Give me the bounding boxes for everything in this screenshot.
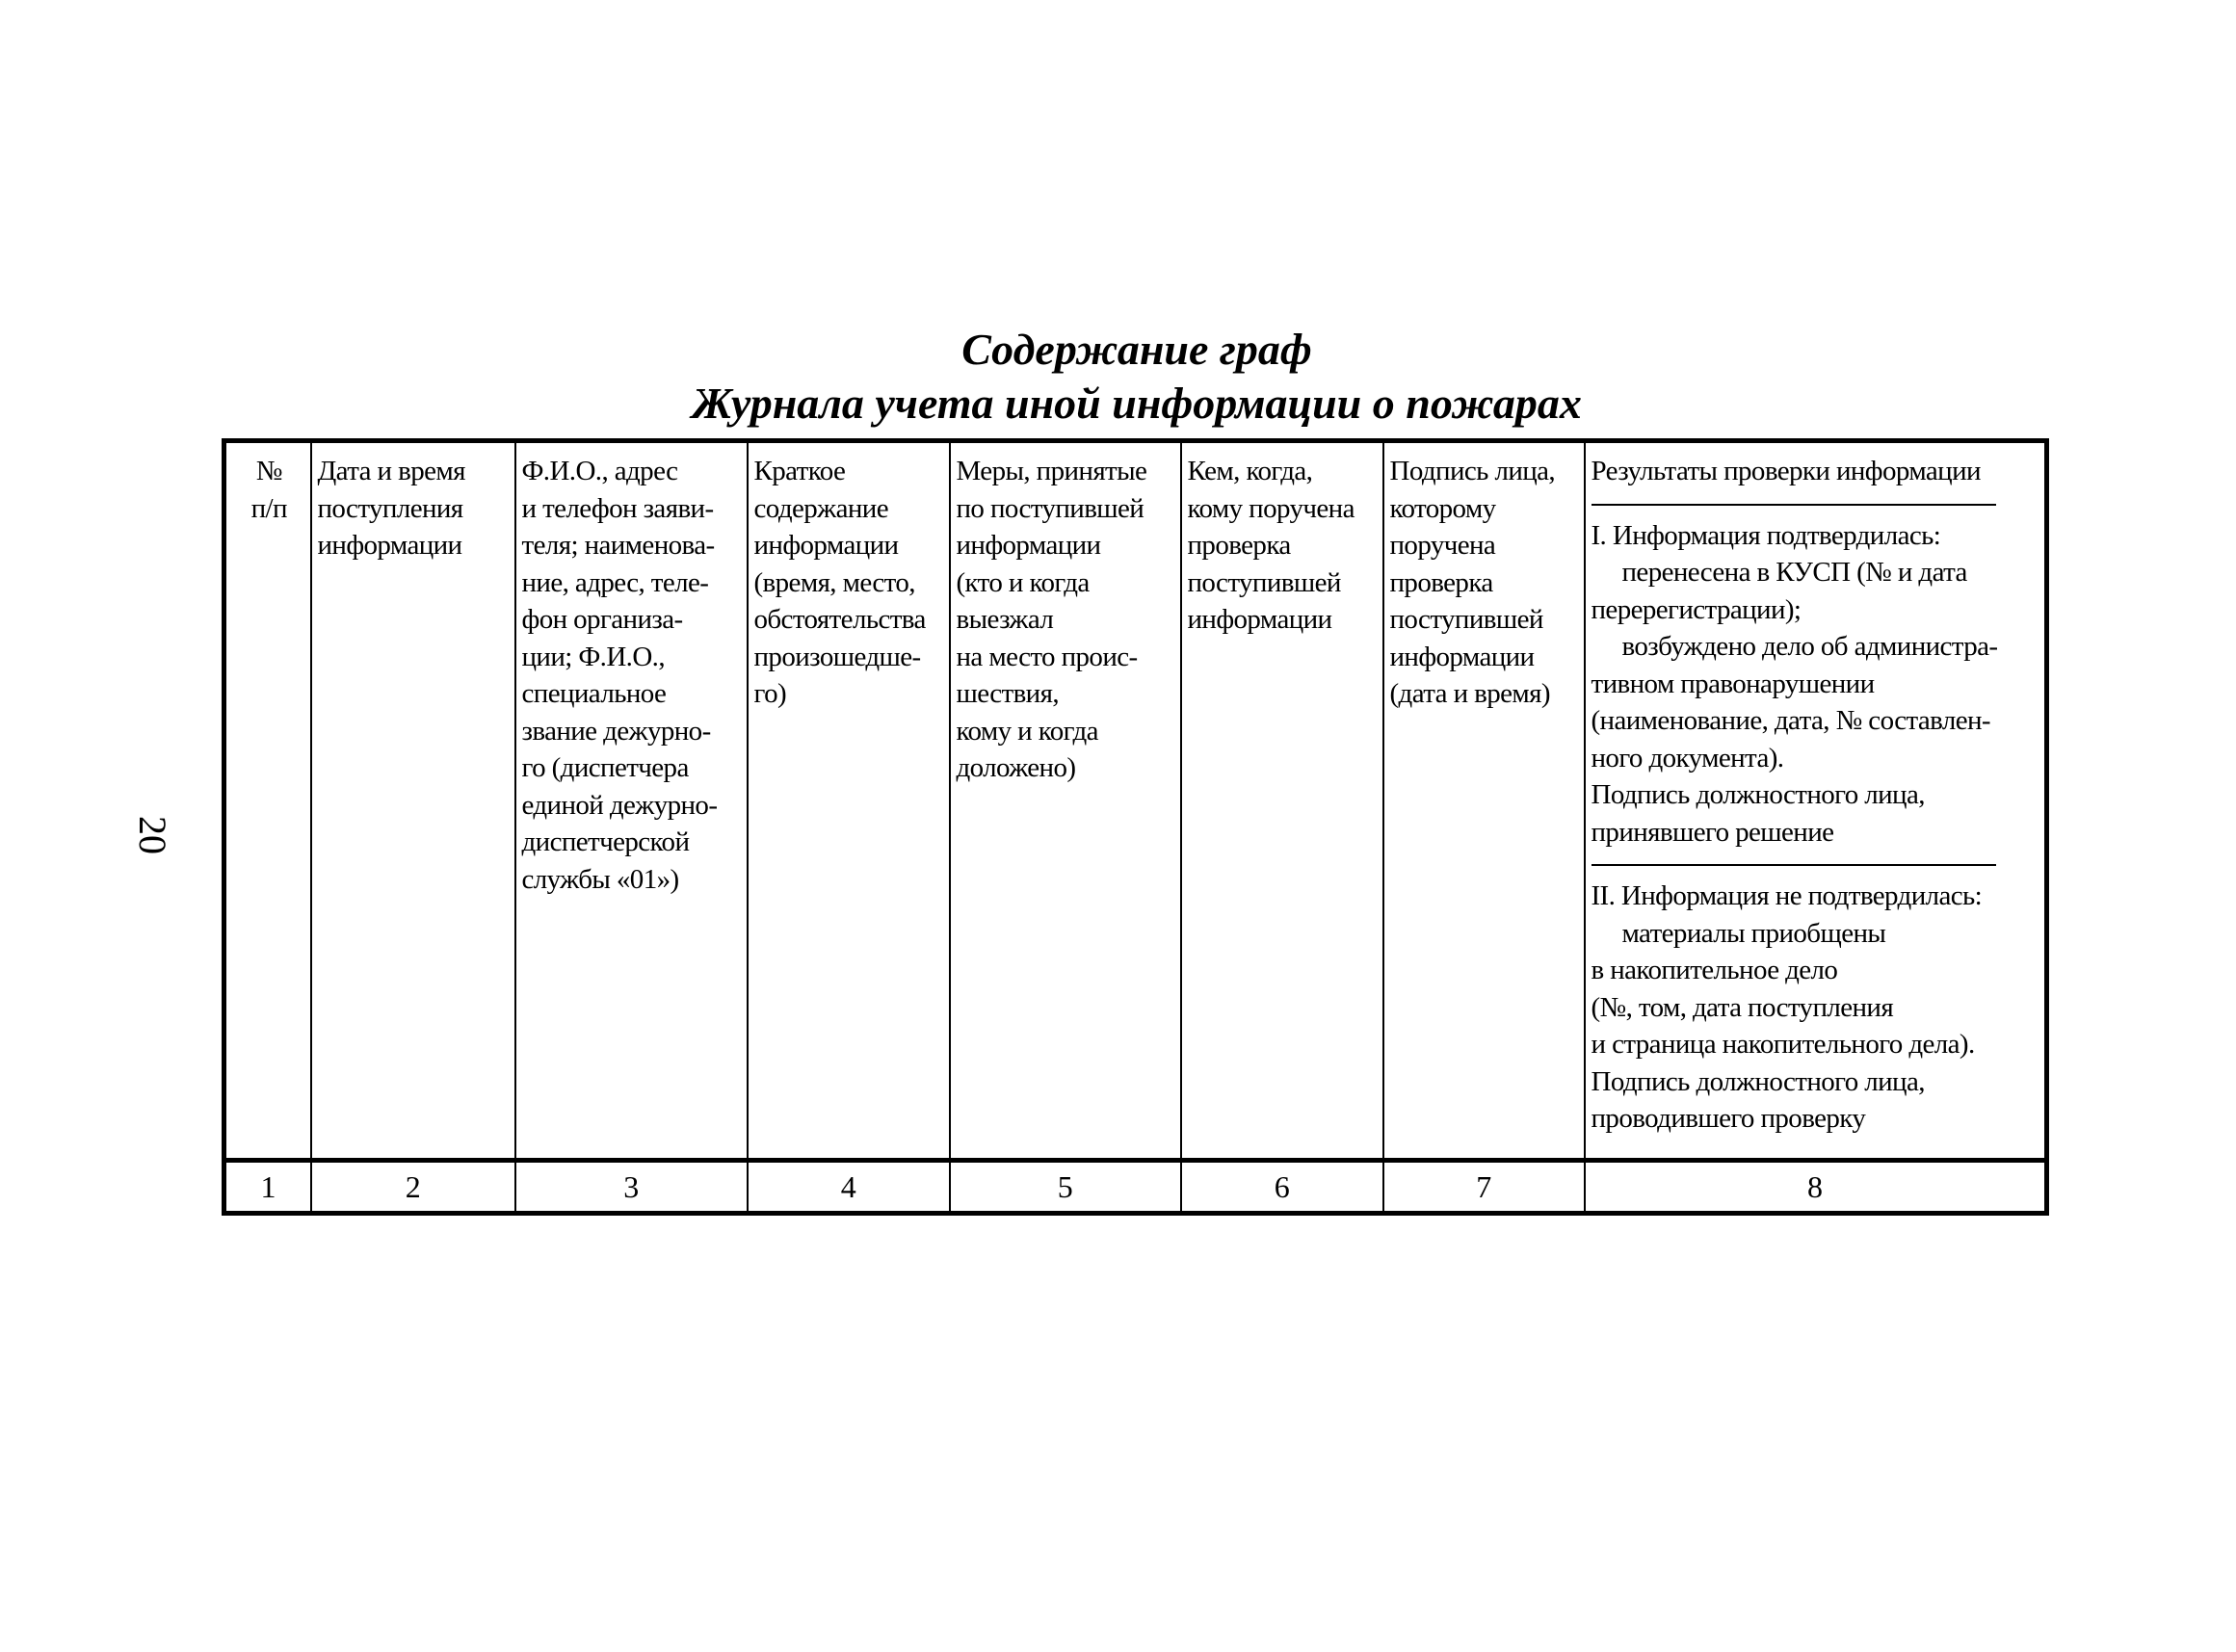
header-line: информации	[317, 530, 462, 561]
title-line-2: Журнала учета иной информации о пожарах	[692, 379, 1582, 428]
results-line: принявшего решение	[1591, 816, 1834, 848]
results-heading: Результаты проверки информации	[1591, 456, 1981, 486]
header-line: доложено)	[956, 752, 1076, 783]
header-line: выезжал	[956, 604, 1054, 635]
header-line: Кем, когда,	[1187, 456, 1313, 486]
header-line: кому поручена	[1187, 492, 1355, 524]
column-number: 7	[1383, 1161, 1585, 1214]
header-line: Краткое	[753, 456, 846, 486]
header-cell-assigned	[1181, 441, 1383, 1161]
header-line: службы «01»)	[521, 863, 679, 895]
header-line: информации	[753, 530, 899, 561]
results-line: в накопительное дело	[1591, 955, 1838, 985]
column-number: 8	[1585, 1161, 2047, 1214]
header-line: проверка	[1187, 530, 1291, 561]
header-line: информации	[956, 530, 1101, 561]
column-number-row	[224, 1161, 2047, 1214]
header-line: Дата и время	[317, 456, 465, 486]
header-line: на место проис-	[956, 641, 1138, 672]
header-line: (время, место,	[753, 566, 915, 598]
column-number: 6	[1181, 1161, 1383, 1214]
results-line: проводившего проверку	[1591, 1103, 1866, 1134]
results-line: перенесена в КУСП (№ и дата	[1621, 557, 1967, 588]
header-line: Меры, принятые	[956, 456, 1147, 486]
header-row	[224, 441, 2047, 1161]
header-line: теля; наименова-	[521, 530, 715, 561]
header-line: ние, адрес, теле-	[521, 566, 709, 598]
header-line: шествия,	[956, 678, 1059, 709]
header-cell-summary	[748, 441, 950, 1161]
header-line: №	[255, 456, 282, 486]
header-line: проверка	[1389, 566, 1493, 598]
header-line: специальное	[521, 678, 667, 709]
results-line: Подпись должностного лица,	[1591, 1065, 1925, 1097]
header-line: п/п	[250, 492, 287, 524]
column-number: 1	[224, 1161, 311, 1214]
header-line: диспетчерской	[521, 826, 690, 857]
header-line: обстоятельства	[753, 604, 926, 635]
journal-columns-table	[222, 438, 2049, 1216]
header-line: содержание	[753, 492, 888, 524]
header-cell-results	[1585, 441, 2047, 1161]
column-number: 5	[950, 1161, 1181, 1214]
header-cell-number	[224, 441, 311, 1161]
header-line: ции; Ф.И.О.,	[521, 641, 665, 672]
header-line: которому	[1389, 492, 1496, 524]
column-number: 4	[748, 1161, 950, 1214]
document-title	[222, 323, 2052, 431]
header-cell-signature	[1383, 441, 1585, 1161]
results-line: (наименование, дата, № составлен-	[1591, 705, 1990, 736]
header-line: фон организа-	[521, 604, 683, 635]
results-line: Подпись должностного лица,	[1591, 779, 1925, 810]
results-line: ного документа).	[1591, 742, 1784, 774]
header-line: поступления	[317, 492, 463, 524]
header-line: го (диспетчера	[521, 752, 689, 783]
header-line: (кто и когда	[956, 566, 1090, 598]
results-line: возбуждено дело об администра-	[1621, 631, 1998, 662]
column-number: 3	[515, 1161, 748, 1214]
header-line: поступившей	[1187, 566, 1341, 598]
column-number: 2	[311, 1161, 515, 1214]
header-line: произошедше-	[753, 641, 921, 672]
header-line: Подпись лица,	[1389, 456, 1556, 486]
header-cell-datetime	[311, 441, 515, 1161]
header-line: Ф.И.О., адрес	[521, 456, 678, 486]
header-cell-measures	[950, 441, 1181, 1161]
header-line: кому и когда	[956, 715, 1098, 747]
header-line: звание дежурно-	[521, 715, 711, 747]
results-line: материалы приобщены	[1621, 917, 1886, 949]
results-line: (№, том, дата поступления	[1591, 991, 1894, 1023]
results-line: I. Информация подтвердилась:	[1591, 519, 1941, 551]
header-line: поручена	[1389, 530, 1496, 561]
results-line: перерегистрации);	[1591, 593, 1802, 625]
header-line: и телефон заяви-	[521, 492, 714, 524]
page-number: 20	[131, 816, 174, 854]
results-line: тивном правонарушении	[1591, 668, 1875, 699]
results-divider	[1592, 504, 1996, 506]
results-line: и страница накопительного дела).	[1591, 1029, 1975, 1060]
header-line: (дата и время)	[1389, 678, 1550, 709]
results-divider	[1592, 864, 1996, 866]
header-line: единой дежурно-	[521, 789, 718, 821]
header-line: поступившей	[1389, 604, 1543, 635]
header-line: информации	[1187, 604, 1332, 635]
header-line: го)	[753, 678, 787, 709]
header-line: информации	[1389, 641, 1535, 672]
title-line-1: Содержание граф	[961, 325, 1312, 374]
header-cell-applicant	[515, 441, 748, 1161]
results-line: II. Информация не подтвердилась:	[1591, 880, 1983, 911]
header-line: по поступившей	[956, 492, 1144, 524]
